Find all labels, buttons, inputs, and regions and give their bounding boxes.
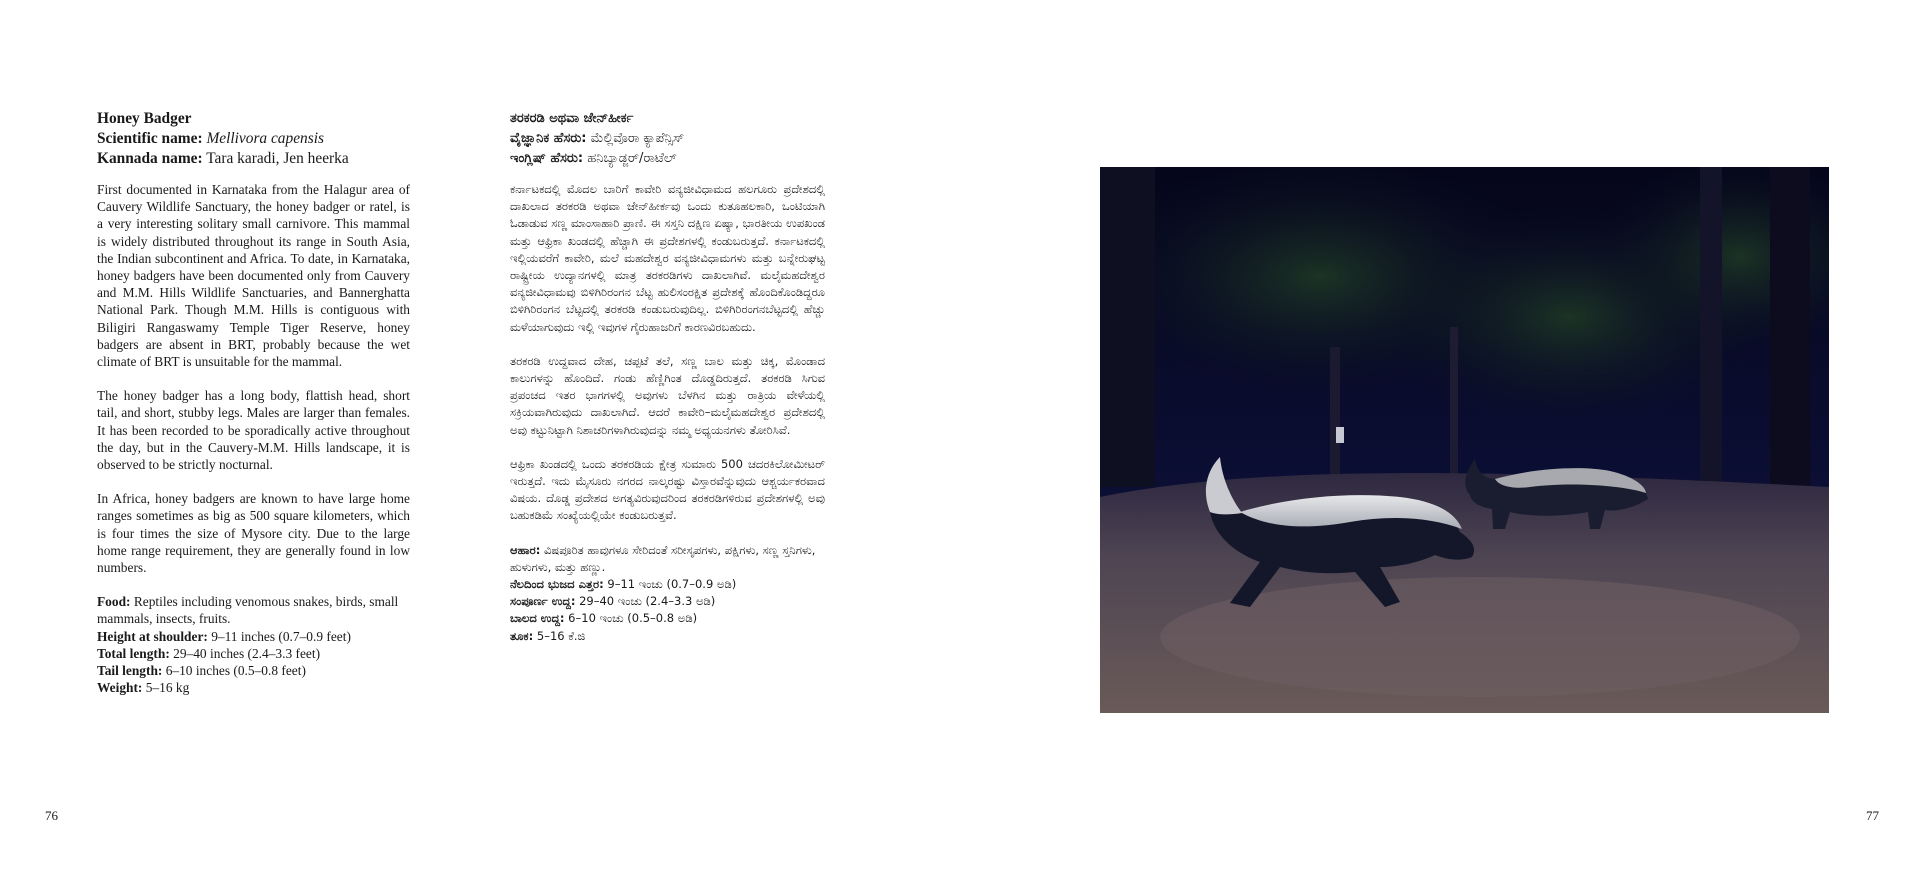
fact-value: 5–16 kg (142, 680, 190, 696)
honey-badger-photo (1100, 167, 1829, 713)
tree-trunk (1700, 167, 1722, 497)
kn-fact-weight (510, 628, 825, 645)
tree-trunk (1770, 167, 1810, 487)
fact-label: ನೆಲದಿಂದ ಭುಜದ ಎತ್ತರ: (510, 577, 604, 592)
kannada-name-line (97, 149, 410, 169)
page-number-right: 77 (1866, 808, 1879, 823)
fact-value: Reptiles including venomous snakes, birds, small mammals, insects, fruits. (97, 594, 399, 627)
fact-food (97, 593, 410, 627)
kannada-facts (510, 542, 825, 645)
trail-marker (1336, 427, 1344, 443)
kannada-name-value: Tara karadi, Jen heerka (206, 150, 349, 167)
kannada-scientific-label: ವೈಜ್ಞಾನಿಕ ಹೆಸರು: (510, 131, 587, 146)
kn-fact-height (510, 576, 825, 593)
fact-total-length (97, 645, 410, 662)
kannada-title: ತರಕರಡಿ ಅಥವಾ ಜೇನ್‌ಹೀರ್ಕ (510, 111, 634, 126)
fact-label: ಆಹಾರ: (510, 542, 541, 557)
kannada-paragraph: ತರಕರಡಿ ಉದ್ದವಾದ ದೇಹ, ಚಪ್ಪಟೆ ತಲೆ, ಸಣ್ಣ ಬಾಲ ಮತ್ತು ಚಿಕ್ಕ, ಮೊಂಡಾದ ಕಾಲುಗಳನ್ನು ಹೊಂದಿದೆ. ಗಂಡು ಹೆಣ್ಣಿಗಿಂತ ದೊಡ್ಡದಿರುತ್ತದೆ. ತರಕರಡಿ ಸಿಗುವ ಪ್ರಪಂಚದ ಇತರ ಭಾಗಗಳಲ್ಲಿ ಅವುಗಳು ಬೆಳಗಿನ ಮತ್ತು ರಾತ್ರಿಯ ವೇಳೆಯಲ್ಲಿ ಸಕ್ರಿಯವಾಗಿರುವುದು ದಾಖಲಾಗಿದೆ. ಆದರೆ ಕಾವೇರಿ–ಮಲೈಮಹದೇಶ್ವರ ಪ್ರದೇಶದಲ್ಲಿ ಅವು ಕಟ್ಟುನಿಟ್ಟಾಗಿ ನಿಶಾಚರಿಗಳಾಗಿರುವುದನ್ನು ನಮ್ಮ ಅಧ್ಯಯನಗಳು ತೋರಿಸಿವೆ. (510, 353, 825, 437)
fact-label: Total length: (97, 645, 170, 661)
tree-trunk (1450, 327, 1458, 487)
tree-trunk (1330, 347, 1340, 487)
fact-label: ತೂಕ: (510, 628, 534, 643)
scientific-name-line (97, 129, 410, 149)
kannada-name-label: Kannada name: (97, 150, 203, 167)
fact-label: ಬಾಲದ ಉದ್ದ: (510, 611, 565, 626)
tree-trunk (1100, 167, 1155, 487)
fact-weight (97, 679, 410, 696)
kn-fact-food (510, 542, 825, 576)
kannada-paragraph: ಕರ್ನಾಟಕದಲ್ಲಿ ಮೊದಲ ಬಾರಿಗೆ ಕಾವೇರಿ ವನ್ಯಜೀವಿಧಾಮದ ಹಲಗೂರು ಪ್ರದೇಶದಲ್ಲಿ ದಾಖಲಾದ ತರಕರಡಿ ಅಥವಾ ಜೇನ್‌ಹೀರ್ಕವು ಒಂದು ಕುತೂಹಲಕಾರಿ, ಒಂಟಿಯಾಗಿ ಓಡಾಡುವ ಸಣ್ಣ ಮಾಂಸಾಹಾರಿ ಪ್ರಾಣಿ. ಈ ಸಸ್ತನಿ ದಕ್ಷಿಣ ಏಷ್ಯಾ, ಭಾರತೀಯ ಉಪಖಂಡ ಮತ್ತು ಆಫ್ರಿಕಾ ಖಂಡದಲ್ಲಿ ಹೆಚ್ಚಾಗಿ ಈ ಪ್ರದೇಶಗಳಲ್ಲಿ ಕಂಡುಬರುತ್ತದೆ. ಕರ್ನಾಟಕದಲ್ಲಿ ಇಲ್ಲಿಯವರೆಗೆ ಕಾವೇರಿ, ಮಲೆ ಮಹದೇಶ್ವರ ವನ್ಯಜೀವಿಧಾಮಗಳು ಮತ್ತು ಬನ್ನೇರುಘಟ್ಟ ರಾಷ್ಟ್ರೀಯ ಉದ್ಯಾನಗಳಲ್ಲಿ ಮಾತ್ರ ತರಕರಡಿಗಳು ದಾಖಲಾಗಿವೆ. ಮಲೈಮಹದೇಶ್ವರ ವನ್ಯಜೀವಿಧಾಮವು ಬಿಳಿಗಿರಿರಂಗನ ಬೆಟ್ಟ ಹುಲಿಸಂರಕ್ಷಿತ ಪ್ರದೇಶಕ್ಕೆ ಹೊಂದಿಕೊಂಡಿದ್ದರೂ ಬಿಳಿಗಿರಿರಂಗನ ಬೆಟ್ಟದಲ್ಲಿ ತರಕರಡಿ ಕಂಡುಬರುವುದಿಲ್ಲ. ಬಿಳಿಗಿರಿರಂಗನಬೆಟ್ಟದಲ್ಲಿ ಹೆಚ್ಚು ಮಳೆಯಾಗುವುದು ಇಲ್ಲಿ ಇವುಗಳ ಗೈರುಹಾಜರಿಗೆ ಕಾರಣವಿರಬಹುದು. (510, 182, 825, 334)
english-paragraph: The honey badger has a long body, flattish head, short tail, and short, stubby legs. Males are larger than females. It has been recorded to be sporadically active throughout the day, but in the Cauvery-M.M. Hills landscape, it is observed to be strictly nocturnal. (97, 388, 410, 473)
fact-value: ವಿಷಪೂರಿತ ಹಾವುಗಳೂ ಸೇರಿದಂತೆ ಸರೀಸೃಪಗಳು, ಪಕ್ಷಿಗಳು, ಸಣ್ಣ ಸ್ತನಿಗಳು, ಹುಳುಗಳು, ಮತ್ತು ಹಣ್ಣು. (510, 542, 816, 574)
scientific-name-label: Scientific name: (97, 130, 203, 147)
kannada-scientific-value: ಮೆಲ್ಲಿವೊರಾ ಕ್ಯಾಪೆನ್ಸಿಸ್ (586, 131, 685, 146)
kn-fact-tail-length (510, 610, 825, 627)
fact-value: 6–10 ಇಂಚು (0.5–0.8 ಅಡಿ) (564, 611, 698, 626)
english-facts (97, 593, 410, 696)
page-number-left: 76 (45, 808, 58, 823)
kannada-scientific-line (510, 129, 825, 149)
fact-label: ಸಂಪೂರ್ಣ ಉದ್ದ: (510, 594, 576, 609)
kannada-english-label: ಇಂಗ್ಲಿಷ್ ಹೆಸರು: (510, 151, 584, 166)
kannada-column (510, 109, 825, 645)
kn-fact-total-length (510, 593, 825, 610)
fact-value: 29–40 inches (2.4–3.3 feet) (169, 645, 321, 661)
fact-value: 29–40 ಇಂಚು (2.4–3.3 ಅಡಿ) (575, 594, 716, 609)
kannada-english-value: ಹನಿಬ್ಯಾಡ್ಜರ್/ರಾಟೆಲ್ (583, 151, 677, 166)
fact-value: 9–11 inches (0.7–0.9 feet) (207, 628, 351, 644)
camera-trap-image (1100, 167, 1829, 713)
fact-label: Weight: (97, 680, 143, 696)
fact-value: 5–16 ಕೆ.ಜಿ (533, 628, 586, 643)
english-paragraph: In Africa, honey badgers are known to have large home ranges sometimes as big as 500 square kilometers, which is four times the size of Mysore city. Due to the large home range requirement, they are generally found in low numbers. (97, 491, 410, 576)
fact-tail-length (97, 662, 410, 679)
kannada-paragraph: ಆಫ್ರಿಕಾ ಖಂಡದಲ್ಲಿ ಒಂದು ತರಕರಡಿಯ ಕ್ಷೇತ್ರ ಸುಮಾರು 500 ಚದರಕಿಲೋಮೀಟರ್ ಇರುತ್ತದೆ. ಇದು ಮೈಸೂರು ನಗರದ ನಾಲ್ಕರಷ್ಟು ವಿಸ್ತಾರವೆನ್ನುವುದು ಆಶ್ಚರ್ಯಕರವಾದ ವಿಷಯ. ದೊಡ್ಡ ಪ್ರದೇಶದ ಅಗತ್ಯವಿರುವುದರಿಂದ ತರಕರಡಿಗಳಿರುವ ಪ್ರದೇಶಗಳಲ್ಲಿ ಅವು ಬಹುಕಡಿಮೆ ಸಂಖ್ಯೆಯಲ್ಲಿಯೇ ಕಂಡುಬರುತ್ತವೆ. (510, 456, 825, 523)
fact-label: Food: (97, 594, 131, 610)
english-column (97, 109, 410, 696)
species-title: Honey Badger (97, 110, 192, 127)
scientific-name-value: Mellivora capensis (206, 130, 324, 147)
fact-value: 6–10 inches (0.5–0.8 feet) (162, 663, 306, 679)
english-paragraph: First documented in Karnataka from the Halagur area of Cauvery Wildlife Sanctuary, the honey badger or ratel, is a very interesting solitary small carnivore. This mammal is widely distributed throughout its range in South Asia, the Indian subcontinent and Africa. To date, in Karnataka, honey badgers have been documented only from Cauvery and M.M. Hills Wildlife Sanctuaries, and Bannerghatta National Park. Though M.M. Hills is contiguous with Biligiri Rangaswamy Temple Tiger Reserve, honey badgers are absent in BRT, probably because the wet climate of BRT is unsuitable for the mammal. (97, 182, 410, 370)
kannada-english-line (510, 149, 825, 169)
fact-label: Tail length: (97, 663, 163, 679)
fact-value: 9–11 ಇಂಚು (0.7–0.9 ಅಡಿ) (603, 577, 737, 592)
kannada-header (510, 109, 825, 169)
english-header (97, 109, 410, 169)
fact-height (97, 628, 410, 645)
fact-label: Height at shoulder: (97, 628, 208, 644)
